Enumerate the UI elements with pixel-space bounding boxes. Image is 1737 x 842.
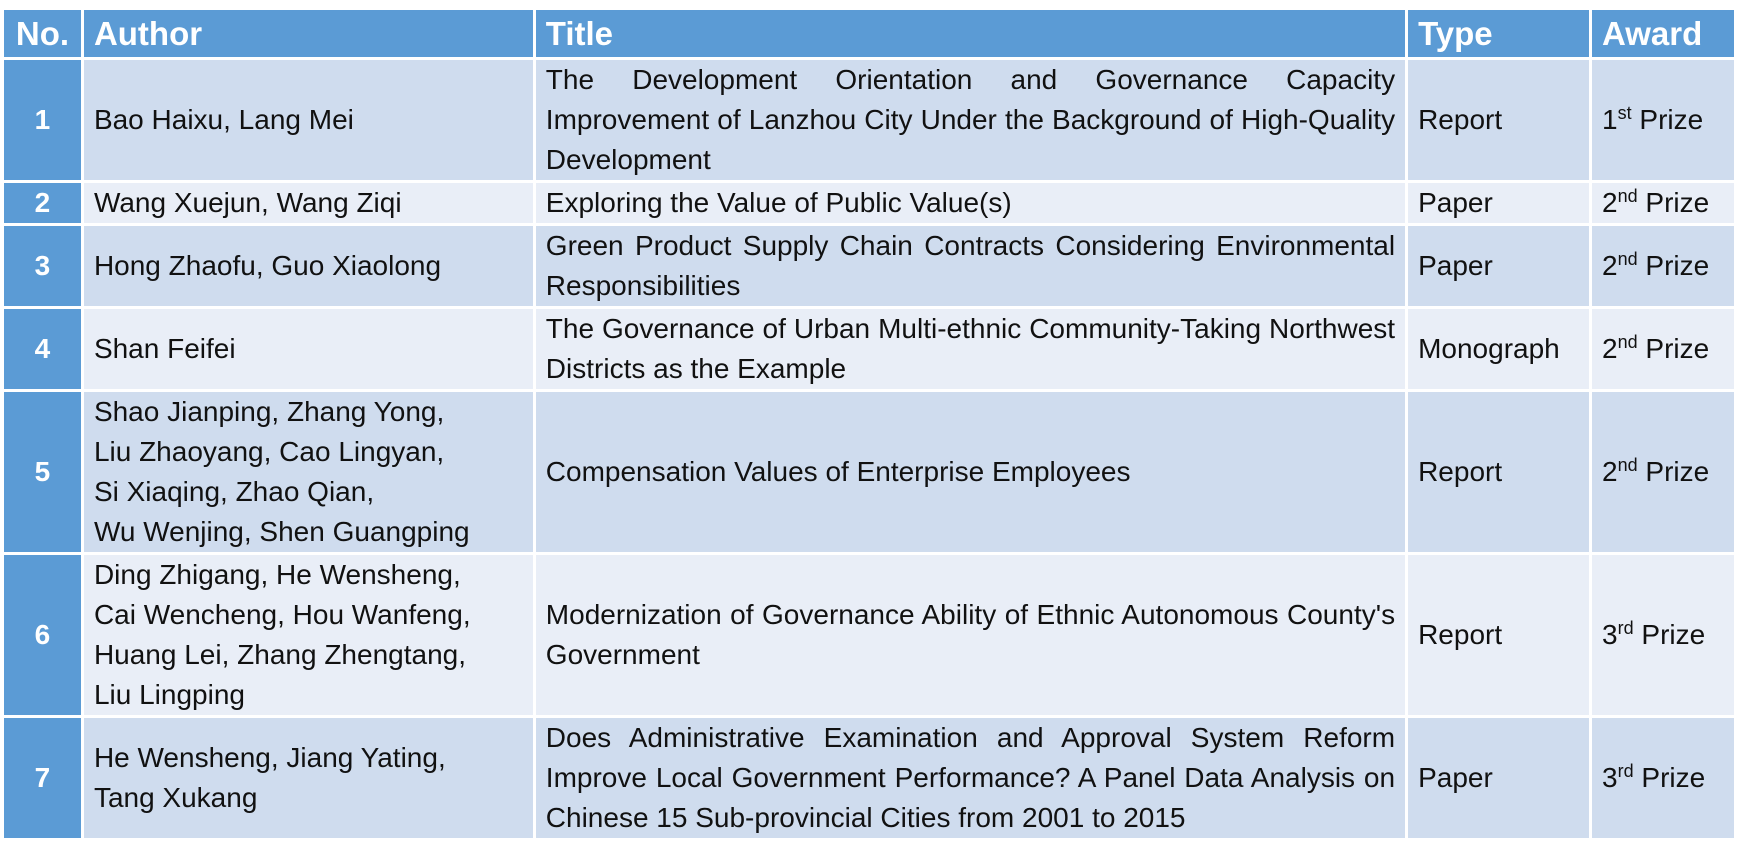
award-word: Prize [1639,104,1704,135]
type-cell: Paper [1407,225,1591,308]
award-suffix: nd [1617,332,1638,352]
table-row [3,391,1736,554]
title-cell: Exploring the Value of Public Value(s) [534,182,1406,225]
author-line: Wang Xuejun, Wang Ziqi [93,187,402,218]
award-word: Prize [1645,333,1710,364]
table-row [3,308,1736,391]
award-word: Prize [1645,456,1710,487]
award-rank: 3 [1602,762,1618,793]
award-rank: 2 [1602,333,1618,364]
header-no: No. [3,9,83,59]
title-cell: Does Administrative Examination and Approval System Reform Improve Local Government Performance? A Panel Data Analysis on Chinese 15 Sub-provincial Cities from 2001 to 2015 [534,717,1406,840]
author-line: Huang Lei, Zhang Zhengtang, [93,639,466,670]
author-line: He Wensheng, Jiang Yating, [93,742,446,773]
awards-table [1,7,1737,841]
row-number: 2 [3,182,83,225]
table-row [3,182,1736,225]
award-word: Prize [1645,187,1710,218]
award-cell [1591,308,1736,391]
table-row [3,717,1736,840]
author-line: Si Xiaqing, Zhao Qian, [93,476,375,507]
author-line: Tang Xukang [93,782,258,813]
award-word: Prize [1645,250,1710,281]
award-suffix: rd [1617,618,1634,638]
type-cell: Paper [1407,717,1591,840]
author-line: Shao Jianping, Zhang Yong, [93,396,445,427]
award-suffix: st [1617,103,1632,123]
author-cell [82,225,534,308]
header-author: Author [82,9,534,59]
award-cell [1591,391,1736,554]
row-number: 7 [3,717,83,840]
award-cell [1591,225,1736,308]
row-number: 5 [3,391,83,554]
title-cell: Green Product Supply Chain Contracts Considering Environmental Responsibilities [534,225,1406,308]
type-cell: Report [1407,59,1591,182]
award-word: Prize [1641,762,1706,793]
author-line: Hong Zhaofu, Guo Xiaolong [93,250,442,281]
author-line: Shan Feifei [93,333,236,364]
award-cell [1591,182,1736,225]
author-line: Cai Wencheng, Hou Wanfeng, [93,599,471,630]
title-cell: Modernization of Governance Ability of Ethnic Autonomous County's Government [534,554,1406,717]
award-suffix: nd [1617,455,1638,475]
row-number: 4 [3,308,83,391]
award-suffix: nd [1617,186,1638,206]
row-number: 3 [3,225,83,308]
title-cell: The Development Orientation and Governance Capacity Improvement of Lanzhou City Under the Background of High-Quality Development [534,59,1406,182]
row-number: 1 [3,59,83,182]
header-row [3,9,1736,59]
award-cell [1591,717,1736,840]
award-cell [1591,554,1736,717]
type-cell: Monograph [1407,308,1591,391]
award-cell [1591,59,1736,182]
author-cell [82,182,534,225]
award-rank: 3 [1602,619,1618,650]
author-cell [82,59,534,182]
author-line: Liu Lingping [93,679,245,710]
type-cell: Report [1407,554,1591,717]
table-row [3,225,1736,308]
header-award: Award [1591,9,1736,59]
header-title: Title [534,9,1406,59]
award-suffix: rd [1617,761,1634,781]
author-cell [82,308,534,391]
award-suffix: nd [1617,249,1638,269]
title-cell: The Governance of Urban Multi-ethnic Community-Taking Northwest Districts as the Example [534,308,1406,391]
header-type: Type [1407,9,1591,59]
row-number: 6 [3,554,83,717]
award-word: Prize [1641,619,1706,650]
author-line: Liu Zhaoyang, Cao Lingyan, [93,436,445,467]
table-row [3,554,1736,717]
author-cell [82,717,534,840]
type-cell: Paper [1407,182,1591,225]
award-rank: 2 [1602,250,1618,281]
title-cell: Compensation Values of Enterprise Employees [534,391,1406,554]
author-line: Wu Wenjing, Shen Guangping [93,516,470,547]
author-line: Bao Haixu, Lang Mei [93,104,354,135]
award-rank: 2 [1602,456,1618,487]
award-rank: 1 [1602,104,1618,135]
type-cell: Report [1407,391,1591,554]
author-cell [82,554,534,717]
table-row [3,59,1736,182]
author-cell [82,391,534,554]
author-line: Ding Zhigang, He Wensheng, [93,559,461,590]
award-rank: 2 [1602,187,1618,218]
